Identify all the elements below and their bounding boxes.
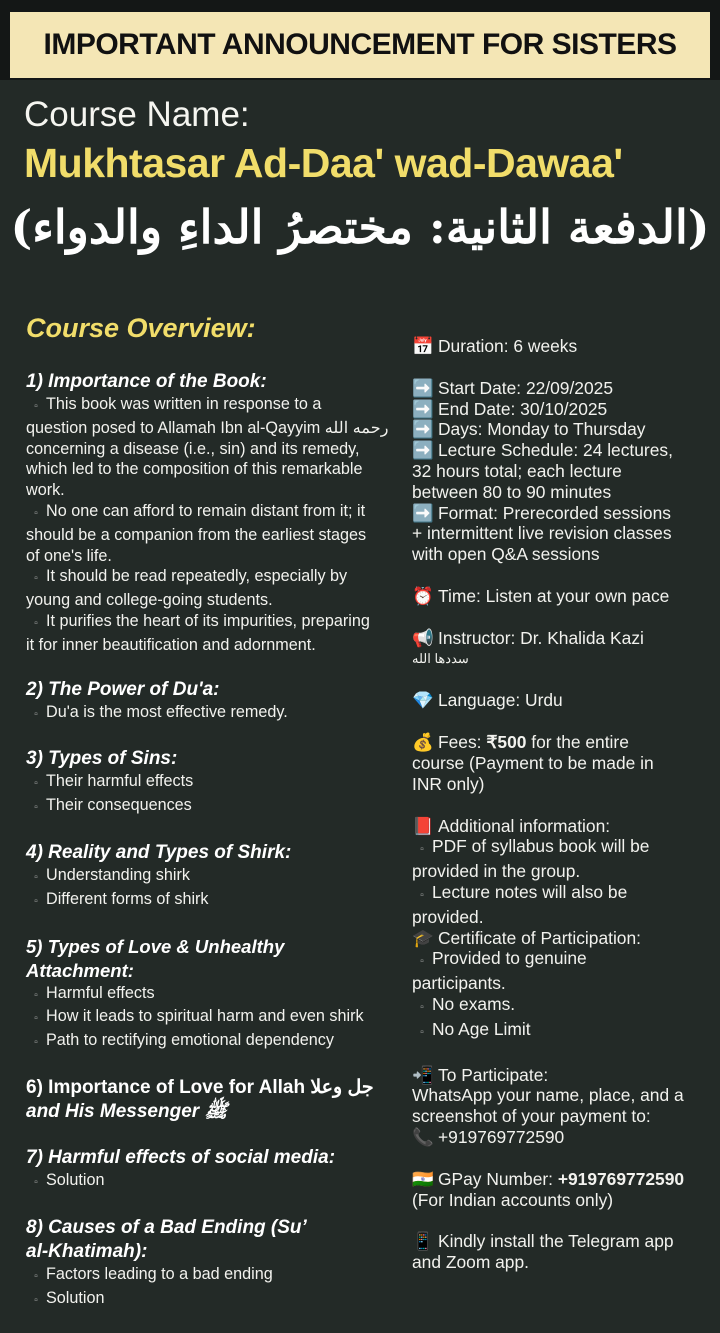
additional-line: provided. [412, 906, 484, 927]
additional-line: PDF of syllabus book will be [432, 836, 650, 857]
bullet-icon: ▫ [34, 1270, 38, 1282]
instructor-dua: سددها الله [412, 650, 469, 666]
overview-section-8 [26, 1216, 396, 1312]
bullet-icon: ▫ [34, 1013, 38, 1025]
arrow-icon: ➡️ [412, 398, 434, 419]
fees-text: INR only) [412, 773, 485, 794]
arabic-course-title: (الدفعة الثانية: مختصرُ الداءِ والدواء) [10, 200, 710, 254]
list-item: Their harmful effects [46, 772, 194, 791]
bullet-icon: ▫ [34, 507, 38, 519]
overview-heading: Course Overview: [26, 313, 256, 343]
gpay-note: (For Indian accounts only) [412, 1189, 614, 1210]
bullet-icon: ▫ [34, 778, 38, 790]
list-item: Solution [46, 1288, 105, 1307]
additional-line: Lecture notes will also be [432, 881, 628, 902]
install-line: and Zoom app. [412, 1252, 529, 1273]
bullet-icon: ▫ [420, 1026, 424, 1038]
bullet-icon: ▫ [420, 889, 424, 901]
certificate-line: No exams. [432, 993, 516, 1014]
certificate-block [412, 928, 704, 1044]
bullet-icon: ▫ [34, 1294, 38, 1306]
end-date: End Date: 30/10/2025 [438, 398, 608, 419]
format-line: Format: Prerecorded sessions [438, 502, 671, 523]
mobile-phone-icon: 📱 [412, 1231, 434, 1252]
paragraph-line: work. [26, 481, 65, 500]
bullet-icon: ▫ [34, 895, 38, 907]
arrow-icon: ➡️ [412, 419, 434, 440]
list-item: Different forms of shirk [46, 889, 209, 908]
overview-section-4 [26, 841, 396, 913]
bullet-icon: ▫ [420, 1001, 424, 1013]
bullet-icon: ▫ [34, 802, 38, 814]
time-text: Time: Listen at your own pace [438, 585, 670, 606]
participate-title: To Participate: [438, 1064, 549, 1085]
paragraph-line: of one's life. [26, 546, 112, 565]
certificate-line: Provided to genuine [432, 948, 587, 969]
list-item: Harmful effects [46, 983, 155, 1002]
phone-number[interactable]: +919769772590 [438, 1126, 565, 1147]
bullet-icon: ▫ [34, 708, 38, 720]
paragraph-line: This book was written in response to a [46, 395, 322, 413]
certificate-line: No Age Limit [432, 1018, 531, 1039]
section-title: 4) Reality and Types of Shirk: [26, 841, 292, 863]
schedule-line: 32 hours total; each lecture [412, 460, 622, 481]
announcement-text: IMPORTANT ANNOUNCEMENT FOR SISTERS [43, 28, 677, 61]
overview-section-3 [26, 747, 396, 819]
alarm-clock-icon: ⏰ [412, 585, 434, 606]
telephone-icon: 📞 [412, 1126, 434, 1147]
announcement-banner [10, 12, 710, 78]
gpay-label: GPay Number: [438, 1168, 558, 1189]
arrow-icon: ➡️ [412, 440, 434, 461]
calendar-icon: 📅 [412, 336, 434, 356]
bullet-icon: ▫ [34, 1037, 38, 1049]
additional-info-block [412, 816, 704, 928]
list-item: Path to rectifying emotional dependency [46, 1031, 334, 1050]
gem-icon: 💎 [412, 690, 434, 711]
course-title: Mukhtasar Ad-Daa' wad-Dawaa' [24, 140, 623, 186]
overview-section-1 [26, 370, 396, 656]
section-title: 7) Harmful effects of social media: [26, 1146, 336, 1168]
install-line: Kindly install the Telegram app [438, 1231, 674, 1252]
phone-arrow-icon: 📲 [412, 1064, 434, 1085]
list-item: Factors leading to a bad ending [46, 1264, 273, 1283]
bullet-icon: ▫ [34, 401, 38, 412]
list-item: Understanding shirk [46, 865, 190, 884]
bullet-icon: ▫ [34, 989, 38, 1001]
duration-text: Duration: 6 weeks [438, 336, 578, 356]
start-date: Start Date: 22/09/2025 [438, 377, 613, 398]
arrow-icon: ➡️ [412, 502, 434, 523]
section-title: 2) The Power of Du'a: [26, 678, 220, 700]
paragraph-line: question posed to Allamah Ibn al-Qayyim رحمه الله [26, 418, 389, 437]
section-title: 5) Types of Love & Unhealthy Attachment: [26, 935, 285, 981]
instructor-block [412, 628, 704, 670]
format-line: with open Q&A sessions [412, 544, 600, 565]
language-text: Language: Urdu [438, 690, 563, 711]
fees-label: Fees: [438, 732, 487, 753]
format-line: + intermittent live revision classes [412, 523, 672, 544]
graduation-cap-icon: 🎓 [412, 927, 434, 948]
certificate-line: participants. [412, 973, 506, 994]
schedule-line: between 80 to 90 minutes [412, 481, 612, 502]
section-title: 6) Importance of Love for Allah جل وعلا [26, 1076, 374, 1098]
overview-list [26, 370, 396, 1333]
list-item: How it leads to spiritual harm and even shirk [46, 1007, 364, 1026]
paragraph-line: It purifies the heart of its impurities, preparing [46, 611, 370, 630]
participate-line: screenshot of your payment to: [412, 1106, 651, 1127]
schedule-block [412, 378, 704, 565]
banner-bar [0, 0, 720, 80]
section-title: 3) Types of Sins: [26, 748, 178, 770]
certificate-title: Certificate of Participation: [438, 927, 641, 948]
schedule-line: Lecture Schedule: 24 lectures, [438, 440, 673, 461]
fees-amount: ₹500 [486, 732, 527, 753]
bullet-icon: ▫ [34, 1176, 38, 1188]
participate-line: WhatsApp your name, place, and a [412, 1085, 684, 1106]
gpay-number[interactable]: +919769772590 [557, 1168, 685, 1189]
fees-text: for the entire [526, 732, 629, 753]
additional-title: Additional information: [438, 815, 611, 836]
arrow-icon: ➡️ [412, 377, 434, 398]
section-title: and His Messenger ﷺ [26, 1100, 228, 1122]
section-title: al-Khatimah): [26, 1240, 148, 1262]
bullet-icon: ▫ [34, 871, 38, 883]
overview-section-7 [26, 1146, 396, 1194]
paragraph-line: it for inner beautification and adornment. [26, 635, 316, 654]
paragraph-line: No one can afford to remain distant from it; it [46, 501, 366, 520]
days-text: Days: Monday to Thursday [438, 419, 646, 440]
paragraph-line: should be a companion from the earliest stages [26, 525, 367, 544]
participate-block [412, 1065, 704, 1148]
duration-block [412, 336, 704, 357]
bullet-icon: ▫ [420, 844, 424, 856]
list-item: Their consequences [46, 796, 192, 815]
overview-section-6 [26, 1076, 396, 1124]
list-item: Du'a is the most effective remedy. [46, 702, 288, 721]
india-flag-icon: 🇮🇳 [412, 1168, 434, 1189]
fees-text: course (Payment to be made in [412, 752, 654, 773]
fees-block [412, 732, 704, 794]
paragraph-line: which led to the composition of this remarkable [26, 460, 363, 479]
money-bag-icon: 💰 [412, 732, 434, 753]
paragraph-line: concerning a disease (i.e., sin) and its remedy, [26, 439, 360, 458]
section-title: 1) Importance of the Book: [26, 371, 267, 392]
megaphone-icon: 📢 [412, 627, 434, 648]
paragraph-line: young and college-going students. [26, 591, 273, 610]
language-block [412, 690, 704, 711]
install-block [412, 1231, 704, 1273]
book-icon: 📕 [412, 815, 434, 836]
additional-line: provided in the group. [412, 861, 581, 882]
overview-section-5 [26, 935, 396, 1054]
overview-section-2 [26, 678, 396, 726]
bullet-icon: ▫ [34, 573, 38, 585]
paragraph-line: It should be read repeatedly, especially by [46, 567, 348, 586]
gpay-block [412, 1169, 704, 1211]
bullet-icon: ▫ [420, 956, 424, 968]
list-item: Solution [46, 1170, 105, 1189]
time-block [412, 586, 704, 607]
instructor-text: Instructor: Dr. Khalida Kazi [438, 627, 644, 648]
course-details [412, 336, 704, 1294]
course-name-label: Course Name: [24, 95, 250, 134]
bullet-icon: ▫ [34, 617, 38, 629]
section-title: 8) Causes of a Bad Ending (Su’ [26, 1216, 307, 1238]
